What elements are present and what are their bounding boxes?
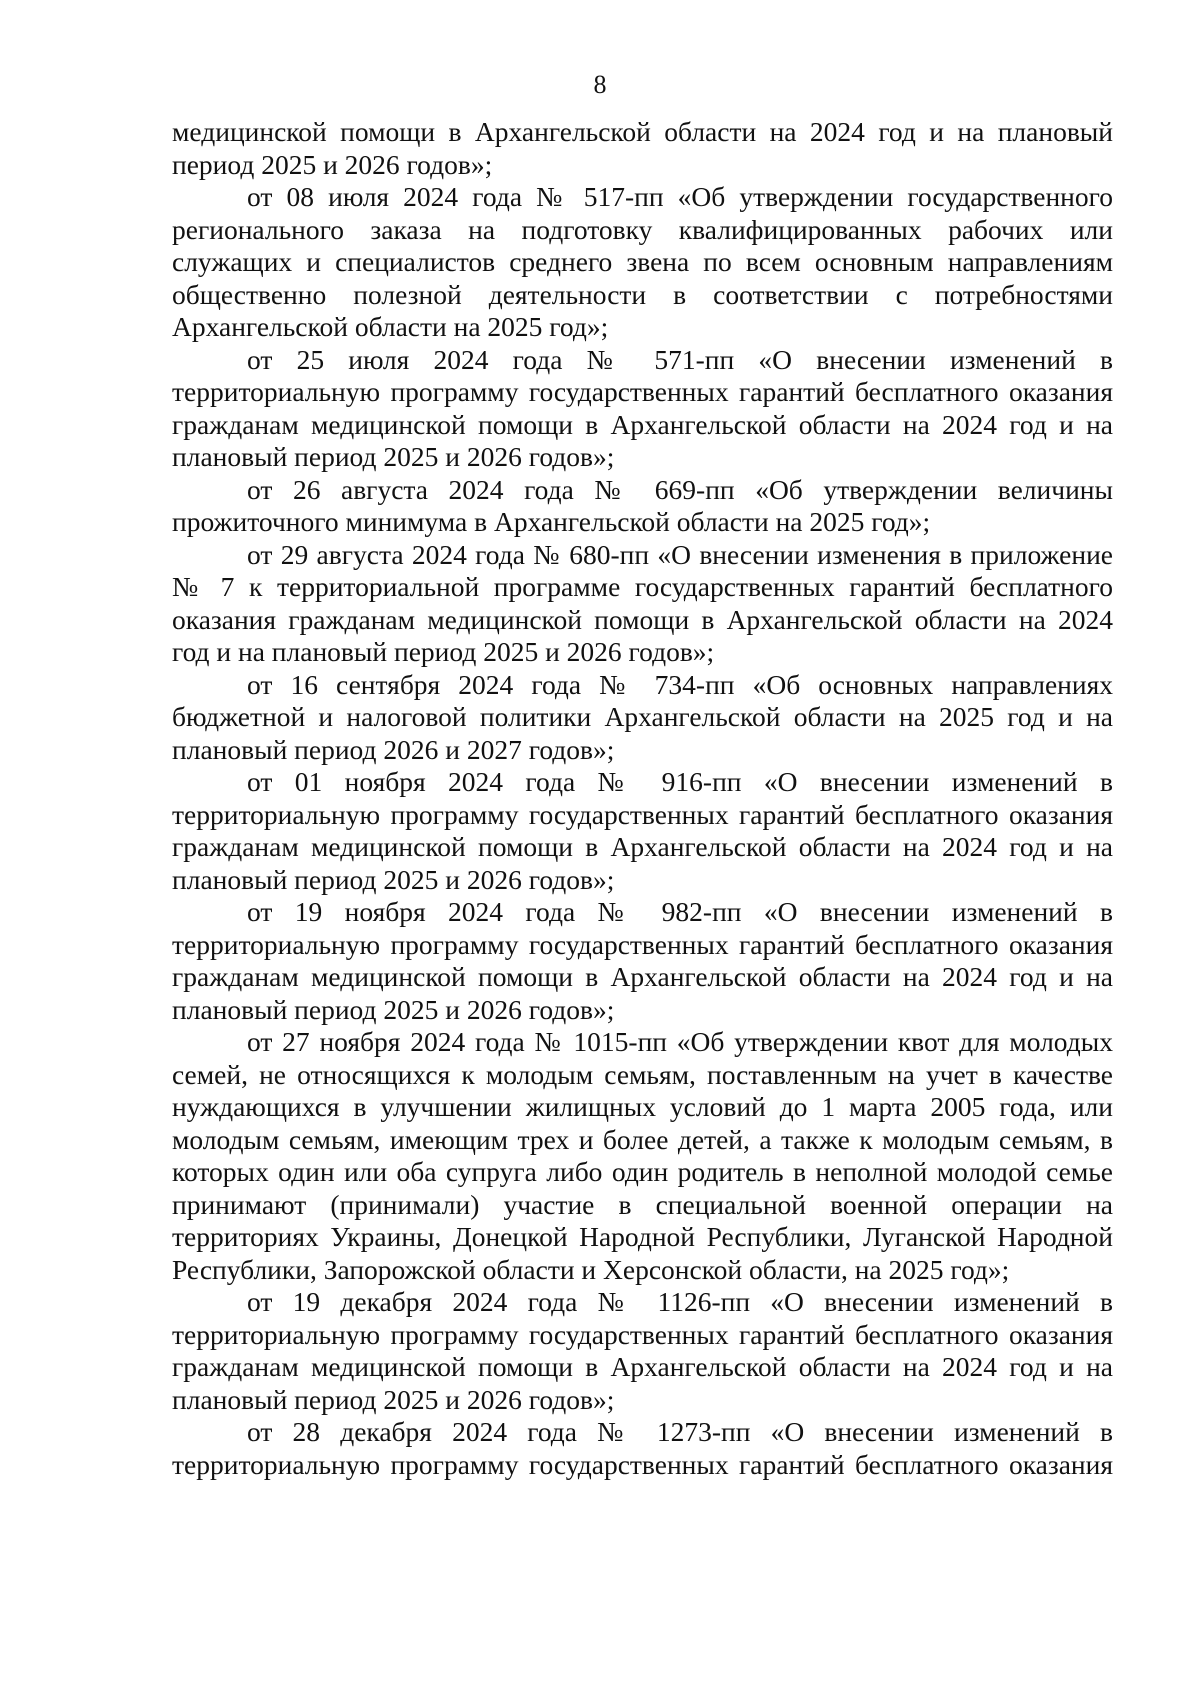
paragraph-resolution-982: от 19 ноября 2024 года № 982-пп «О внесении изменений в территориальную программу государственных гарантий бесплатного оказания гражданам медицинской помощи в Архангельской области на 2024 год и на плановый период 2025 и 2026 годов»; [172, 896, 1113, 1025]
paragraph-resolution-1126: от 19 декабря 2024 года № 1126-пп «О внесении изменений в территориальную программу государственных гарантий бесплатного оказания гражданам медицинской помощи в Архангельской области на 2024 год и на плановый период 2025 и 2026 годов»; [172, 1286, 1113, 1415]
paragraph-resolution-669: от 26 августа 2024 года № 669-пп «Об утверждении величины прожиточного минимума в Архангельской области на 2025 год»; [172, 473, 1113, 537]
page-number: 8 [593, 70, 607, 99]
paragraph-resolution-916: от 01 ноября 2024 года № 916-пп «О внесении изменений в территориальную программу государственных гарантий бесплатного оказания гражданам медицинской помощи в Архангельской области на 2024 год и на плановый период 2025 и 2026 годов»; [172, 766, 1113, 895]
paragraph-resolution-1015: от 27 ноября 2024 года № 1015-пп «Об утверждении квот для молодых семей, не относящихся к молодым семьям, поставленным на учет в качестве нуждающихся в улучшении жилищных условий до 1 марта 2005 года, или молодым семьям, имеющим трех и более детей, а также к молодым семьям, в которых один или оба супруга либо один родитель в неполной молодой семье принимают (принимали) участие в специальной военной операции на территориях Украины, Донецкой Народной Республики, Луганской Народной Республики, Запорожской области и Херсонской области, на 2025 год»; [172, 1026, 1113, 1285]
paragraph-resolution-571: от 25 июля 2024 года № 571-пп «О внесении изменений в территориальную программу государственных гарантий бесплатного оказания гражданам медицинской помощи в Архангельской области на 2024 год и на плановый период 2025 и 2026 годов»; [172, 343, 1113, 472]
paragraph-resolution-734: от 16 сентября 2024 года № 734-пп «Об основных направлениях бюджетной и налоговой политики Архангельской области на 2025 год и на плановый период 2026 и 2027 годов»; [172, 668, 1113, 765]
document-body [172, 116, 1113, 1481]
paragraph-resolution-680: от 29 августа 2024 года № 680-пп «О внесении изменения в приложение № 7 к территориальной программе государственных гарантий бесплатного оказания гражданам медицинской помощи в Архангельской области на 2024 год и на плановый период 2025 и 2026 годов»; [172, 538, 1113, 667]
paragraph-resolution-517: от 08 июля 2024 года № 517-пп «Об утверждении государственного регионального заказа на подготовку квалифицированных рабочих или служащих и специалистов среднего звена по всем основным направлениям общественно полезной деятельности в соответствии с потребностями Архангельской области на 2025 год»; [172, 181, 1113, 342]
paragraph-resolution-1273: от 28 декабря 2024 года № 1273-пп «О внесении изменений в территориальную программу государственных гарантий бесплатного оказания [172, 1416, 1113, 1480]
paragraph-continuation: медицинской помощи в Архангельской области на 2024 год и на плановый период 2025 и 2026 годов»; [172, 116, 1113, 180]
